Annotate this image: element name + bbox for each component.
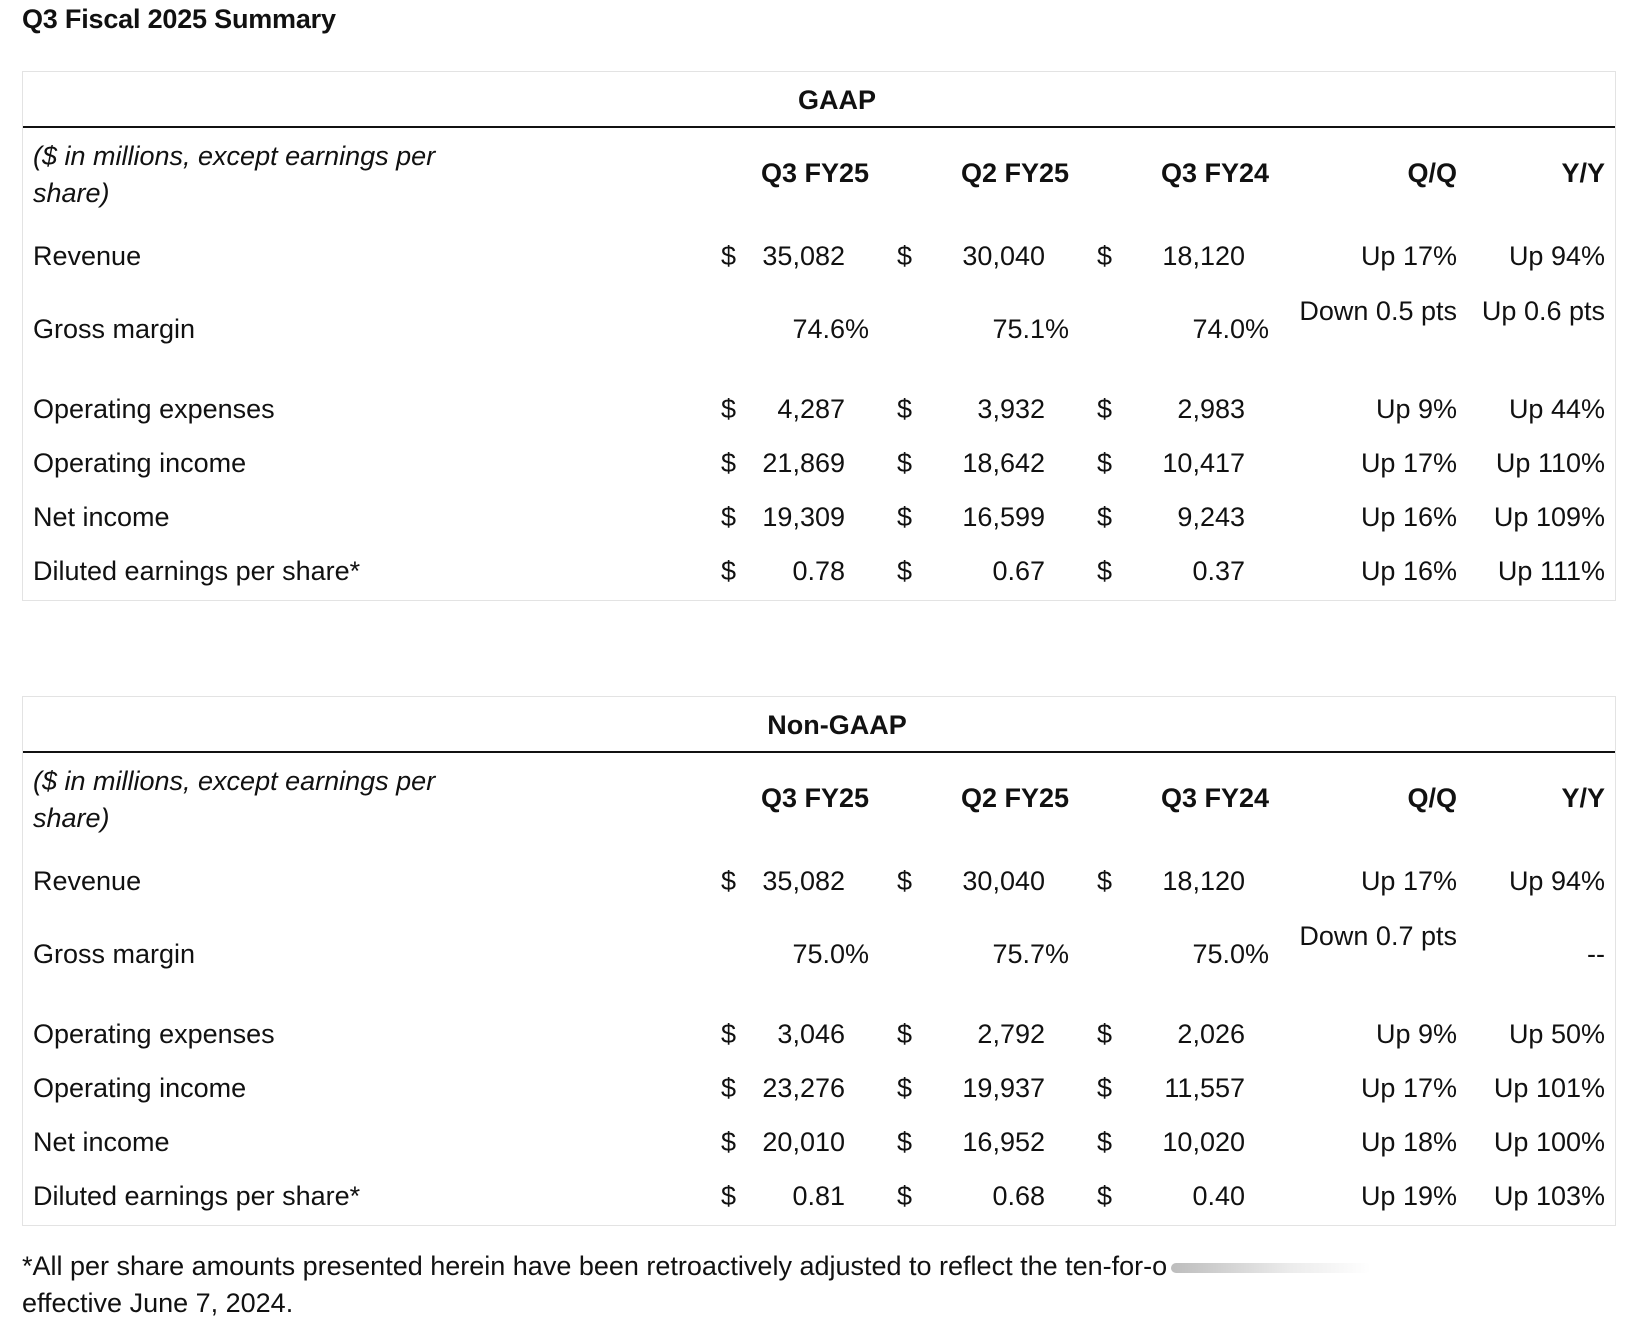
footnote-line-2: effective June 7, 2024.	[22, 1288, 294, 1318]
value-cell: 20,010	[762, 1126, 845, 1157]
qq-change: Up 9%	[1375, 393, 1457, 424]
row-label: Gross margin	[33, 313, 196, 344]
currency-symbol	[693, 909, 749, 999]
value-cell: 16,599	[962, 501, 1045, 532]
spacer	[869, 753, 949, 843]
value-cell: 19,309	[762, 501, 845, 532]
row-label: Revenue	[33, 865, 142, 896]
currency-symbol: $	[897, 393, 913, 424]
currency-symbol: $	[897, 1180, 913, 1211]
value-cell: 21,869	[762, 447, 845, 478]
row-label: Operating expenses	[33, 1018, 275, 1049]
value-cell: 2,026	[1177, 1018, 1245, 1049]
value-cell: 18,120	[1162, 240, 1245, 271]
value-cell: 75.0%	[1192, 938, 1269, 969]
yy-change: Up 109%	[1493, 501, 1605, 532]
value-cell: 18,642	[962, 447, 1045, 478]
currency-symbol: $	[897, 1126, 913, 1157]
currency-symbol: $	[897, 447, 913, 478]
value-cell: 0.40	[1192, 1180, 1245, 1211]
footnote	[22, 1248, 1612, 1322]
yy-change: --	[1587, 938, 1605, 969]
value-cell: 0.67	[992, 555, 1045, 586]
currency-symbol: $	[897, 1018, 913, 1049]
yy-change: Up 94%	[1508, 865, 1605, 896]
value-cell: 35,082	[762, 240, 845, 271]
yy-change: Up 101%	[1493, 1072, 1605, 1103]
currency-symbol: $	[721, 240, 737, 271]
value-cell: 18,120	[1162, 865, 1245, 896]
qq-change: Up 17%	[1360, 447, 1457, 478]
row-label: Operating expenses	[33, 393, 275, 424]
value-cell: 2,792	[977, 1018, 1045, 1049]
yy-change: Up 0.6 pts	[1481, 296, 1605, 326]
currency-symbol: $	[721, 1180, 737, 1211]
page-title: Q3 Fiscal 2025 Summary	[22, 4, 336, 34]
column-header: Q3 FY25	[760, 157, 869, 188]
value-cell: 23,276	[762, 1072, 845, 1103]
value-cell: 19,937	[962, 1072, 1045, 1103]
value-cell: 10,417	[1162, 447, 1245, 478]
spacer	[869, 128, 949, 218]
nongaap-table	[22, 696, 1616, 1226]
gaap-table	[22, 71, 1616, 601]
qq-change: Up 17%	[1360, 240, 1457, 271]
qq-change: Up 16%	[1360, 555, 1457, 586]
column-header: Q3 FY24	[1160, 782, 1269, 813]
currency-symbol: $	[897, 555, 913, 586]
nongaap-grid	[23, 753, 1615, 1223]
qq-change: Up 9%	[1375, 1018, 1457, 1049]
value-cell: 11,557	[1164, 1072, 1245, 1103]
row-label: Diluted earnings per share*	[33, 555, 361, 586]
value-cell: 3,046	[777, 1018, 845, 1049]
gaap-heading: GAAP	[23, 72, 1615, 128]
row-label: Operating income	[33, 1072, 247, 1103]
currency-symbol: $	[721, 1126, 737, 1157]
nongaap-heading: Non-GAAP	[23, 697, 1615, 753]
qq-change: Up 19%	[1360, 1180, 1457, 1211]
yy-change: Up 103%	[1493, 1180, 1605, 1211]
value-cell: 0.78	[792, 555, 845, 586]
column-header: Y/Y	[1561, 157, 1605, 188]
currency-symbol	[869, 909, 949, 999]
value-cell: 0.68	[992, 1180, 1045, 1211]
row-label: Operating income	[33, 447, 247, 478]
qq-change: Up 17%	[1360, 1072, 1457, 1103]
currency-symbol: $	[1097, 447, 1113, 478]
currency-symbol: $	[1097, 393, 1113, 424]
qq-change: Up 18%	[1360, 1126, 1457, 1157]
value-cell: 30,040	[962, 865, 1045, 896]
qq-change: Up 16%	[1360, 501, 1457, 532]
value-cell: 16,952	[962, 1126, 1045, 1157]
value-cell: 74.6%	[792, 313, 869, 344]
currency-symbol	[1069, 284, 1149, 374]
currency-symbol	[1069, 909, 1149, 999]
yy-change: Up 44%	[1508, 393, 1605, 424]
blurred-text	[1171, 1263, 1371, 1273]
units-note: ($ in millions, except earnings per share)	[33, 141, 436, 208]
footnote-line-1: *All per share amounts presented herein have been retroactively adjusted to reflect the ten-for-o	[22, 1251, 1168, 1281]
column-header: Q/Q	[1407, 157, 1457, 188]
currency-symbol: $	[721, 393, 737, 424]
yy-change: Up 111%	[1497, 555, 1605, 586]
value-cell: 10,020	[1162, 1126, 1245, 1157]
value-cell: 75.7%	[992, 938, 1069, 969]
qq-change: Up 17%	[1360, 865, 1457, 896]
row-label: Gross margin	[33, 938, 196, 969]
currency-symbol: $	[1097, 1126, 1113, 1157]
column-header: Y/Y	[1561, 782, 1605, 813]
currency-symbol: $	[1097, 501, 1113, 532]
value-cell: 75.1%	[992, 313, 1069, 344]
currency-symbol: $	[1097, 1018, 1113, 1049]
currency-symbol: $	[1097, 240, 1113, 271]
value-cell: 9,243	[1177, 501, 1245, 532]
column-header: Q2 FY25	[960, 782, 1069, 813]
currency-symbol: $	[721, 447, 737, 478]
value-cell: 4,287	[777, 393, 845, 424]
currency-symbol: $	[897, 865, 913, 896]
qq-change: Down 0.7 pts	[1299, 921, 1457, 951]
value-cell: 75.0%	[792, 938, 869, 969]
value-cell: 74.0%	[1192, 313, 1269, 344]
currency-symbol: $	[721, 501, 737, 532]
currency-symbol: $	[1097, 1180, 1113, 1211]
spacer	[693, 753, 749, 843]
units-note: ($ in millions, except earnings per share)	[33, 766, 436, 833]
value-cell: 0.37	[1192, 555, 1245, 586]
currency-symbol: $	[897, 240, 913, 271]
currency-symbol: $	[1097, 1072, 1113, 1103]
currency-symbol: $	[897, 1072, 913, 1103]
yy-change: Up 110%	[1495, 447, 1605, 478]
spacer	[693, 128, 749, 218]
column-header: Q3 FY24	[1160, 157, 1269, 188]
currency-symbol: $	[721, 555, 737, 586]
value-cell: 3,932	[977, 393, 1045, 424]
value-cell: 0.81	[792, 1180, 845, 1211]
column-header: Q2 FY25	[960, 157, 1069, 188]
row-label: Net income	[33, 1126, 170, 1157]
qq-change: Down 0.5 pts	[1299, 296, 1457, 326]
currency-symbol: $	[1097, 865, 1113, 896]
yy-change: Up 100%	[1493, 1126, 1605, 1157]
currency-symbol: $	[721, 865, 737, 896]
spacer	[1069, 753, 1149, 843]
currency-symbol	[869, 284, 949, 374]
row-label: Diluted earnings per share*	[33, 1180, 361, 1211]
value-cell: 35,082	[762, 865, 845, 896]
row-label: Net income	[33, 501, 170, 532]
currency-symbol	[693, 284, 749, 374]
value-cell: 2,983	[1177, 393, 1245, 424]
yy-change: Up 94%	[1508, 240, 1605, 271]
spacer	[1069, 128, 1149, 218]
column-header: Q3 FY25	[760, 782, 869, 813]
yy-change: Up 50%	[1508, 1018, 1605, 1049]
currency-symbol: $	[1097, 555, 1113, 586]
currency-symbol: $	[897, 501, 913, 532]
value-cell: 30,040	[962, 240, 1045, 271]
gaap-grid	[23, 128, 1615, 598]
row-label: Revenue	[33, 240, 142, 271]
column-header: Q/Q	[1407, 782, 1457, 813]
currency-symbol: $	[721, 1072, 737, 1103]
currency-symbol: $	[721, 1018, 737, 1049]
